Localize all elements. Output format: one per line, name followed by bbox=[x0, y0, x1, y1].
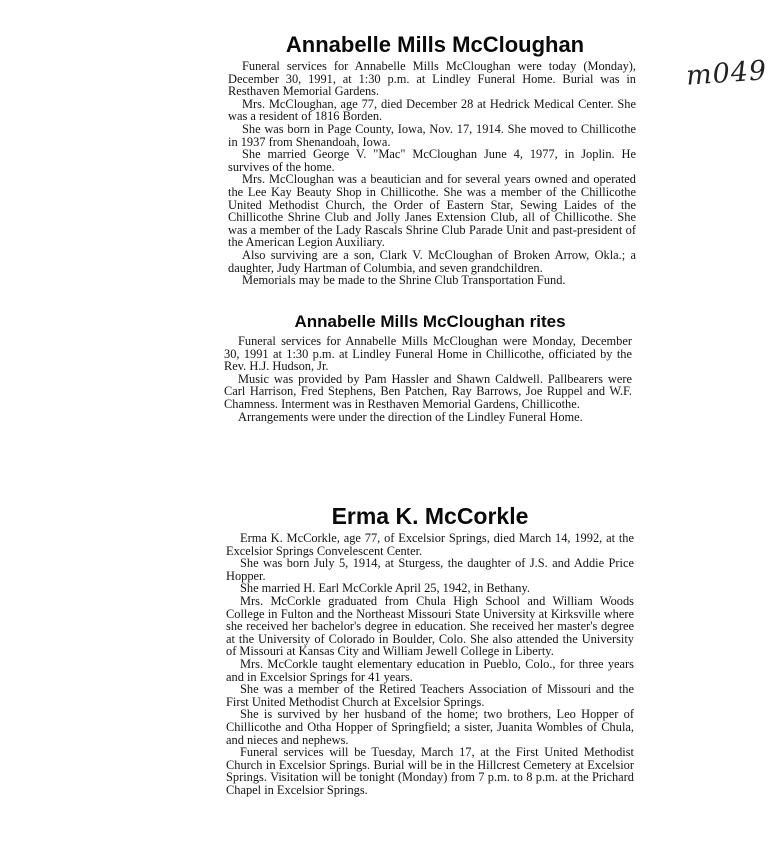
paragraph: She married H. Earl McCorkle April 25, 1942, in Bethany. bbox=[240, 581, 530, 596]
paragraph: She is survived by her husband of the home; two brothers, Leo Hopper of Chillicothe and Otha Hopper of Springfield; a sister, Juanita Wombles of Chula, and nieces and nephews. bbox=[226, 707, 634, 747]
paragraph: Mrs. McCorkle taught elementary education in Pueblo, Colo., for three years and in Excelsior Springs for 41 years. bbox=[226, 656, 634, 684]
obituary-1-headline: Annabelle Mills McCloughan bbox=[285, 32, 585, 57]
paragraph: Arrangements were under the direction of the Lindley Funeral Home. bbox=[238, 409, 583, 424]
paragraph: Mrs. McCloughan, age 77, died December 28 at Hedrick Medical Center. She was a resident of 1816 Borden. bbox=[228, 96, 636, 124]
obituary-2-body bbox=[224, 335, 632, 423]
paragraph: Memorials may be made to the Shrine Club Transportation Fund. bbox=[242, 273, 566, 288]
obituary-clipping-1 bbox=[228, 32, 636, 287]
paragraph: Funeral services for Annabelle Mills McCloughan were Monday, December 30, 1991 at 1:30 p.m. at Lindley Funeral Home in Chillicothe, officiated by the Rev. H.J. Hudson, Jr. bbox=[224, 334, 632, 374]
obituary-clipping-3 bbox=[226, 503, 634, 796]
paragraph: Also surviving are a son, Clark V. McCloughan of Broken Arrow, Okla.; a daughter, Judy Hartman of Columbia, and seven grandchildren. bbox=[228, 247, 636, 275]
paragraph: She was a member of the Retired Teachers Association of Missouri and the First United Methodist Church at Excelsior Springs. bbox=[226, 682, 634, 709]
paragraph: She was born in Page County, Iowa, Nov. 17, 1914. She moved to Chillicothe in 1937 from Shenandoah, Iowa. bbox=[228, 121, 636, 149]
obituary-2-headline: Annabelle Mills McCloughan rites bbox=[294, 312, 566, 331]
paragraph: Mrs. McCorkle graduated from Chula High School and William Woods College in Fulton and the Northeast Missouri State University at Kirksville where she received her bachelor's degree in education. She received her master's degree at the University of Colorado in Boulder, Colo. She also attended the University of Missouri at Kansas City and William Jewell College in Liberty. bbox=[226, 593, 634, 659]
obituary-3-body bbox=[226, 532, 634, 796]
paragraph: Erma K. McCorkle, age 77, of Excelsior Springs, died March 14, 1992, at the Excelsior Springs Convelescent Center. bbox=[226, 531, 634, 558]
paragraph: Funeral services will be Tuesday, March 17, at the First United Methodist Church in Excelsior Springs. Burial will be in the Hillcrest Cemetery at Excelsior Springs. Visitation will be tonight (Monday) from 7 p.m. to 8 p.m. at the Prichard Chapel in Excelsior Springs. bbox=[226, 745, 634, 797]
paragraph: Mrs. McCloughan was a beautician and for several years owned and operated the Lee Kay Beauty Shop in Chillicothe. She was a member of the Chillicothe United Methodist Church, the Order of Eastern Star, Sewing Laides of the Chillicothe Shrine Club and Jolly Janes Extension Club, all of Chillicothe. She was a member of the Lady Rascals Shrine Club Parade Unit and past-president of the American Legion Auxiliary. bbox=[228, 172, 636, 250]
obituary-3-headline: Erma K. McCorkle bbox=[331, 503, 529, 529]
paragraph: Funeral services for Annabelle Mills McCloughan were today (Monday), December 30, 1991, at 1:30 p.m. at Lindley Funeral Home. Burial was in Resthaven Memorial Gardens. bbox=[228, 59, 636, 99]
obituary-clipping-2 bbox=[224, 312, 632, 423]
paragraph: Music was provided by Pam Hassler and Shawn Caldwell. Pallbearers were Carl Harrison, Fred Stephens, Ben Patchen, Ray Barrows, Joe Ruppel and W.F. Chamness. Interment was in Resthaven Memorial Gardens, Chillicothe. bbox=[224, 371, 632, 411]
obituary-1-body bbox=[228, 60, 636, 287]
paragraph: She was born July 5, 1914, at Sturgess, the daughter of J.S. and Addie Price Hopper. bbox=[226, 556, 634, 583]
paragraph: She married George V. "Mac" McCloughan June 4, 1977, in Joplin. He survives of the home. bbox=[228, 147, 636, 174]
handwritten-annotation: m049 bbox=[685, 55, 768, 92]
